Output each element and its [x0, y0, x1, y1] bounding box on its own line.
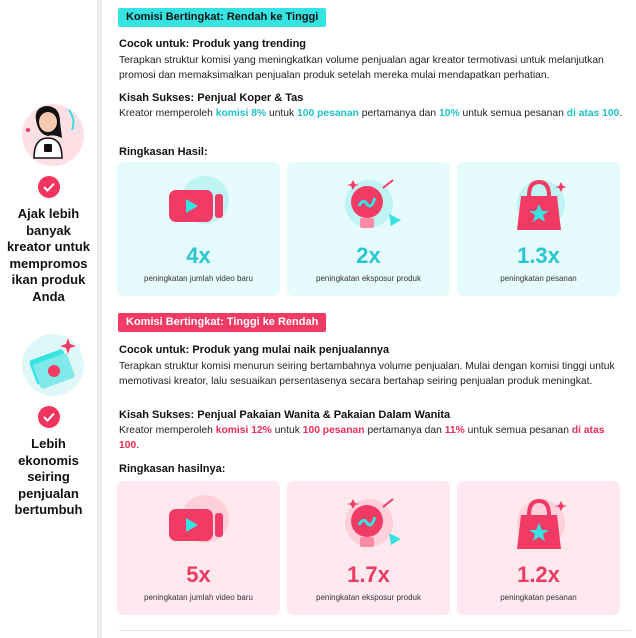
result-value: 5x	[186, 562, 211, 587]
benefit-text: Lebih ekonomis seiring penjualan bertumbuh	[14, 436, 83, 517]
result-card	[117, 481, 280, 615]
money-illustration	[14, 330, 84, 402]
benefits-sidebar	[0, 0, 97, 638]
result-value: 1.2x	[517, 562, 560, 587]
result-label: peningkatan jumlah video baru	[144, 274, 253, 283]
success-story-title: Kisah Sukses: Penjual Koper & Tas	[119, 92, 304, 104]
result-value: 4x	[186, 243, 211, 268]
result-card	[117, 162, 280, 296]
result-card	[457, 481, 620, 615]
success-story-title: Kisah Sukses: Penjual Pakaian Wanita & Pakaian Dalam Wanita	[119, 409, 451, 421]
result-label: peningkatan pesanan	[500, 274, 577, 283]
result-value: 2x	[356, 243, 381, 268]
result-value: 1.7x	[347, 562, 390, 587]
result-value: 1.3x	[517, 243, 560, 268]
checkmark-icon	[38, 176, 60, 198]
tier-tag-high-to-low: Komisi Bertingkat: Tinggi ke Rendah	[118, 313, 326, 332]
video-play-icon	[159, 491, 239, 561]
benefit-more-creators	[0, 100, 97, 305]
suitable-for: Cocok untuk: Produk yang trending	[119, 38, 307, 50]
tier-tag-low-to-high: Komisi Bertingkat: Rendah ke Tinggi	[118, 8, 326, 27]
summary-title: Ringkasan Hasil:	[119, 146, 208, 158]
video-play-icon	[159, 172, 239, 242]
result-card	[287, 162, 450, 296]
result-card	[457, 162, 620, 296]
result-label: peningkatan jumlah video baru	[144, 593, 253, 602]
suitable-for: Cocok untuk: Produk yang mulai naik penjualannya	[119, 344, 390, 356]
main-content	[102, 0, 636, 638]
bottom-divider	[119, 630, 631, 631]
shopping-bag-icon	[499, 172, 579, 242]
summary-title: Ringkasan hasilnya:	[119, 463, 226, 475]
result-label: peningkatan eksposur produk	[316, 593, 421, 602]
lightbulb-icon	[329, 491, 409, 561]
result-label: peningkatan eksposur produk	[316, 274, 421, 283]
creator-illustration	[14, 100, 84, 172]
success-story-text: Kreator memperoleh komisi 8% untuk 100 pesanan pertamanya dan 10% untuk semua pesanan di atas 100.	[119, 108, 623, 119]
benefit-text: Ajak lebih banyak kreator untuk mempromos ikan produk Anda	[6, 206, 91, 304]
result-card	[287, 481, 450, 615]
success-story-text: Kreator memperoleh komisi 12% untuk 100 pesanan pertamanya dan 11% untuk semua pesanan di atas 100.	[119, 425, 605, 451]
lightbulb-icon	[329, 172, 409, 242]
shopping-bag-icon	[499, 491, 579, 561]
benefit-economical	[0, 330, 97, 519]
checkmark-icon	[38, 406, 60, 428]
description: Terapkan struktur komisi menurun seiring bertambahnya volume penjualan. Mulai dengan komisi tinggi untuk memotivasi kreator, lalu sesuaikan persentasenya secara bertahap seiring penjualan produk meningkat.	[119, 361, 615, 387]
result-label: peningkatan pesanan	[500, 593, 577, 602]
description: Terapkan struktur komisi yang meningkatkan volume penjualan agar kreator termotivasi untuk melanjutkan promosi dan memaksimalkan penjualan produk setelah mereka mulai mendapatkan perhatian.	[119, 55, 604, 81]
